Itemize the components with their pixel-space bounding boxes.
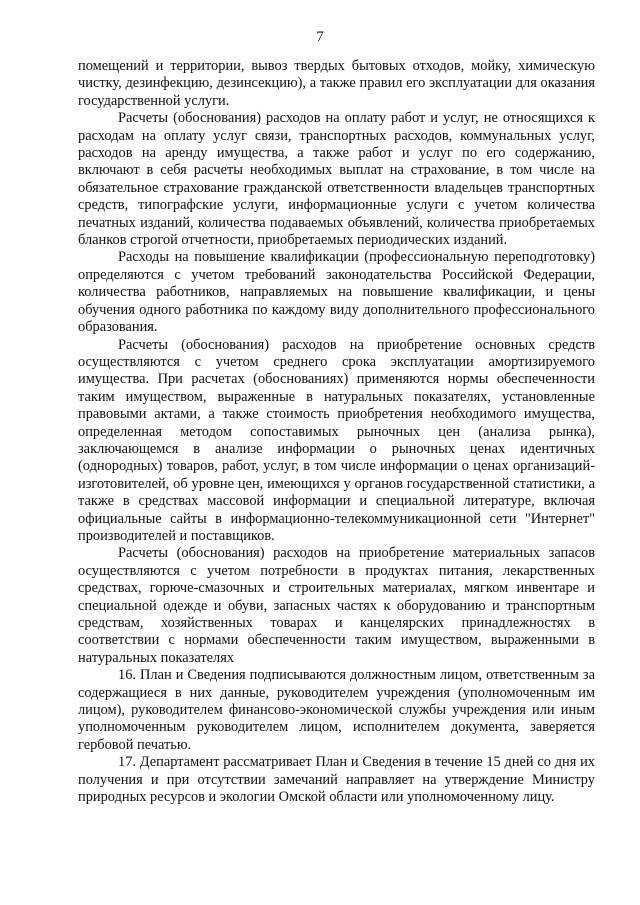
- paragraph-services-costs: Расчеты (обоснования) расходов на оплату работ и услуг, не относящихся к расходам на оплату услуг связи, транспортных расходов, коммунальных услуг, расходов на аренду имущества, а также работ и услуг по его содержанию, включают в себя расчеты необходимых выплат на страхование, в том числе на обязательное страхование гражданской ответственности владельцев транспортных средств, типографские услуги, информационные услуги с учетом количества печатных изданий, количества подаваемых объявлений, количества приобретаемых бланков строгой отчетности, приобретаемых периодических изданий.: [78, 110, 595, 249]
- document-body: [78, 58, 595, 806]
- paragraph-qualification-costs: Расходы на повышение квалификации (профессиональную переподготовку) определяются с учетом требований законодательства Российской Федерации, количества работников, направляемых на повышение квалификации, и цены обучения одного работника по каждому виду дополнительного профессионального образования.: [78, 249, 595, 336]
- paragraph-material-stocks: Расчеты (обоснования) расходов на приобретение материальных запасов осуществляются с учетом потребности в продуктах питания, лекарственных средствах, горюче-смазочных и строительных материалах, мягком инвентаре и специальной одежде и обуви, запасных частях к оборудованию и транспортным средствам, хозяйственных товарах и канцелярских принадлежностях в соответствии с нормами обеспеченности таким имуществом, выраженными в натуральных показателях: [78, 545, 595, 666]
- paragraph-fixed-assets: Расчеты (обоснования) расходов на приобретение основных средств осуществляются с учетом среднего срока эксплуатации амортизируемого имущества. При расчетах (обоснованиях) применяются нормы обеспеченности таким имуществом, выраженные в натуральных показателях, установленные правовыми актами, а также стоимость приобретения необходимого имущества, определенная методом сопоставимых рыночных цен (анализа рынка), заключающемся в анализе информации о рыночных ценах идентичных (однородных) товаров, работ, услуг, в том числе информации о ценах организаций-изготовителей, об уровне цен, имеющихся у органов государственной статистики, а также в средствах массовой информации и специальной литературе, включая официальные сайты в информационно-телекоммуникационной сети "Интернет" производителей и поставщиков.: [78, 336, 595, 544]
- paragraph-item-17: 17. Департамент рассматривает План и Сведения в течение 15 дней со дня их получения и при отсутствии замечаний направляет на утверждение Министру природных ресурсов и экологии Омской области или уполномоченному лицу.: [78, 754, 595, 806]
- page-number: 7: [316, 29, 324, 45]
- paragraph-item-16: 16. План и Сведения подписываются должностным лицом, ответственным за содержащиеся в них данные, руководителем учреждения (уполномоченным им лицом), руководителем финансово-экономической службы учреждения или иным уполномоченным руководителем лицом, исполнителем документа, заверяется гербовой печатью.: [78, 667, 595, 753]
- paragraph-continuation: помещений и территории, вывоз твердых бытовых отходов, мойку, химическую чистку, дезинфекцию, дезинсекцию), а также правил его эксплуатации для оказания государственной услуги.: [78, 58, 595, 109]
